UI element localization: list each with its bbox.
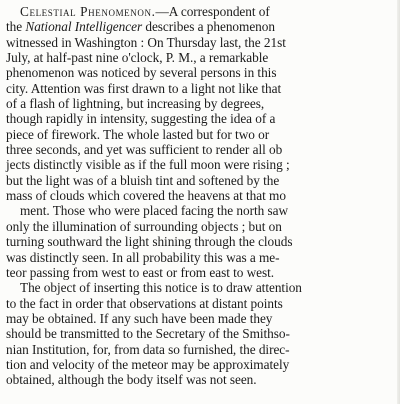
article-line-text: the	[6, 19, 26, 35]
article-line: piece of firework. The whole lasted but for two or	[6, 126, 270, 142]
article-line: ment. Those who were placed facing the north saw	[20, 203, 289, 219]
article-line: though rapidly in intensity, suggesting the idea of a	[6, 111, 276, 127]
article-line	[6, 4, 394, 19]
article-line-text: —A correspondent of	[155, 4, 270, 19]
article-line: jects distinctly visible as if the full moon were rising ;	[6, 157, 290, 173]
article-line: to the fact in order that observations at distant points	[6, 295, 283, 311]
article-line-text: describes a phenomenon	[142, 19, 275, 35]
article-line: may be obtained. If any such have been made they	[6, 310, 273, 326]
article-line: witnessed in Washington : On Thursday last, the 21st	[6, 34, 286, 50]
article-line: was distinctly seen. In all probability this was a me-	[6, 249, 280, 265]
article-line: city. Attention was first drawn to a light not like that	[6, 80, 282, 96]
article-line: three seconds, and yet was sufficient to render all ob	[6, 142, 283, 158]
article-line: should be transmitted to the Secretary of the Smithso-	[6, 326, 290, 342]
article-line	[6, 19, 394, 34]
article-line: obtained, although the body itself was not seen.	[6, 372, 257, 388]
article-line: phenomenon was noticed by several persons in this	[6, 65, 277, 81]
article-line: but the light was of a bluish tint and softened by the	[6, 172, 280, 188]
article-line: turning southward the light shining through the clouds	[6, 234, 293, 250]
article-title: Celestial Phenomenon.	[20, 4, 156, 19]
article-line: mass of clouds which covered the heavens at that mo	[6, 188, 286, 204]
newspaper-name: National Intelligencer	[25, 19, 143, 35]
article-line: tion and velocity of the meteor may be approximately	[6, 356, 290, 372]
article-line: only the illumination of surrounding objects ; but on	[6, 218, 282, 234]
article-line: of a flash of lightning, but increasing by degrees,	[6, 96, 265, 112]
article-body	[6, 4, 394, 388]
article-line: nian Institution, for, from data so furnished, the direc-	[6, 341, 290, 357]
article-line: The object of inserting this notice is to draw attention	[20, 280, 302, 296]
article-line: July, at half-past nine o'clock, P. M., a remarkable	[6, 50, 269, 66]
article-line: teor passing from west to east or from east to west.	[6, 264, 275, 280]
